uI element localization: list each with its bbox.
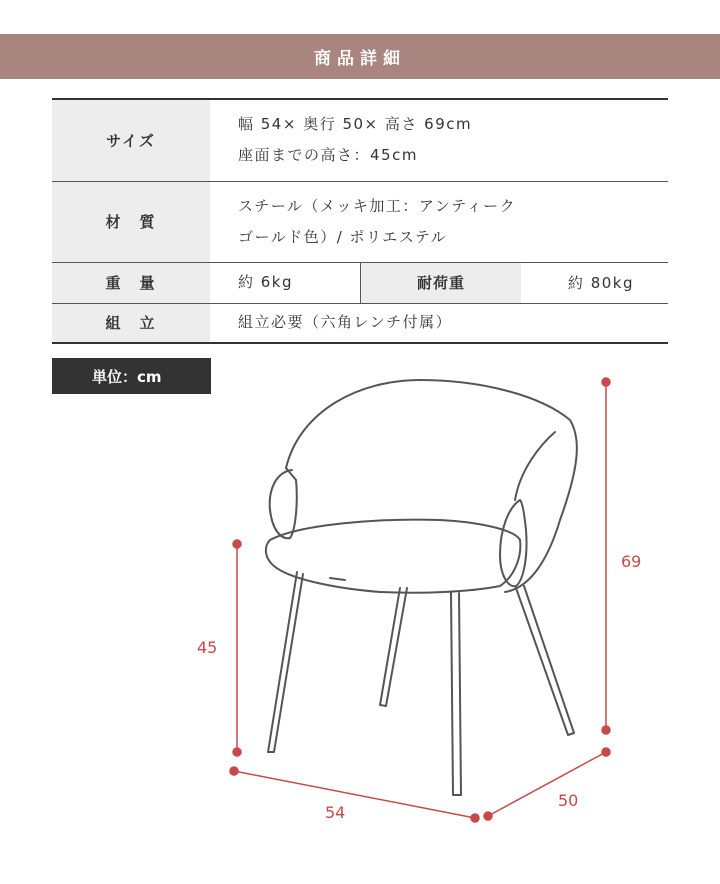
dim-line-width — [234, 771, 475, 818]
material-line2: ゴールド色）/ ポリエステル — [238, 227, 448, 246]
chair-leg-back-right — [516, 586, 574, 735]
load-label: 耐荷重 — [361, 262, 522, 303]
assembly-value: 組立必要（六角レンチ付属） — [238, 313, 453, 332]
dim-depth: 50 — [558, 791, 579, 810]
size-line1: 幅 54× 奥行 50× 高さ 69cm — [238, 115, 473, 134]
weight-value: 約 6kg — [210, 262, 361, 303]
dim-line-depth — [488, 752, 606, 816]
chair-leg-back-left — [380, 588, 407, 706]
assembly-label: 組 立 — [52, 303, 210, 343]
size-label: サイズ — [52, 99, 210, 181]
material-label: 材 質 — [52, 181, 210, 262]
chair-leg-front-right — [451, 593, 461, 795]
chair-left-arm — [270, 470, 297, 538]
chair-drawing — [266, 380, 577, 795]
chair-backrest — [286, 380, 577, 592]
dim-width: 54 — [325, 803, 346, 822]
material-line1: スチール（メッキ加工：アンティーク — [238, 196, 517, 215]
chair-back-inner — [515, 432, 555, 500]
banner-title: 商品詳細 — [314, 49, 406, 69]
chair-seat — [266, 520, 520, 593]
weight-label: 重 量 — [52, 262, 210, 303]
chair-leg-front-left — [268, 572, 303, 752]
unit-label-text: 単位：cm — [92, 367, 162, 386]
dim-total-height: 69 — [621, 552, 642, 571]
size-line2: 座面までの高さ：45cm — [238, 146, 418, 165]
dim-seat-height: 45 — [197, 638, 218, 657]
dimension-lines — [230, 378, 610, 822]
load-value: 約 80kg — [521, 262, 668, 303]
